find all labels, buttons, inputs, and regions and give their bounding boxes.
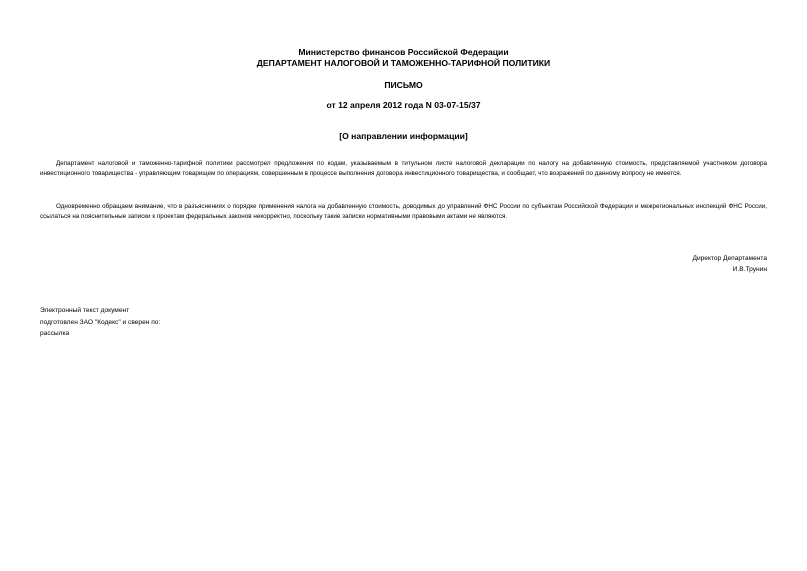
footer-note-line-1: Электронный текст документ bbox=[40, 307, 130, 314]
footer-note-line-2: подготовлен ЗАО "Кодекс" и сверен по: bbox=[40, 319, 161, 326]
document-subject: [О направлении информации] bbox=[339, 131, 468, 141]
document-date-number: от 12 апреля 2012 года N 03-07-15/37 bbox=[326, 100, 481, 110]
signatory-name: И.В.Трунин bbox=[732, 266, 767, 273]
footer-note-line-3: рассылка bbox=[40, 330, 70, 337]
document-type: ПИСЬМО bbox=[384, 80, 423, 90]
body-paragraph-2: Одновременно обращаем внимание, что в разъяснениях о порядке применения налога на добавленную стоимость, доводимых до управлений ФНС России по субъектам Российской Федерации и межрегиональных инспекций ФНС России, ссылаться на пояснительные записки к проектам федеральных законов некорректно, поскольку такие записки нормативными правовыми актами не являются. bbox=[40, 203, 767, 220]
body-paragraph-1: Департамент налоговой и таможенно-тарифной политики рассмотрел предложения по кодам, указываемым в титульном листе налоговой декларации по налогу на добавленную стоимость, представляемой участником договора инвестиционного товарищества - управляющим товарищем по операциям, совершенным в процессе выполнения договора инвестиционного товарищества, и сообщает, что возражений по данному вопросу не имеется. bbox=[40, 160, 767, 177]
signatory-title: Директор Департамента bbox=[692, 255, 767, 262]
ministry-name: Министерство финансов Российской Федерации bbox=[298, 47, 509, 57]
department-name: ДЕПАРТАМЕНТ НАЛОГОВОЙ И ТАМОЖЕННО-ТАРИФНОЙ ПОЛИТИКИ bbox=[256, 58, 551, 68]
